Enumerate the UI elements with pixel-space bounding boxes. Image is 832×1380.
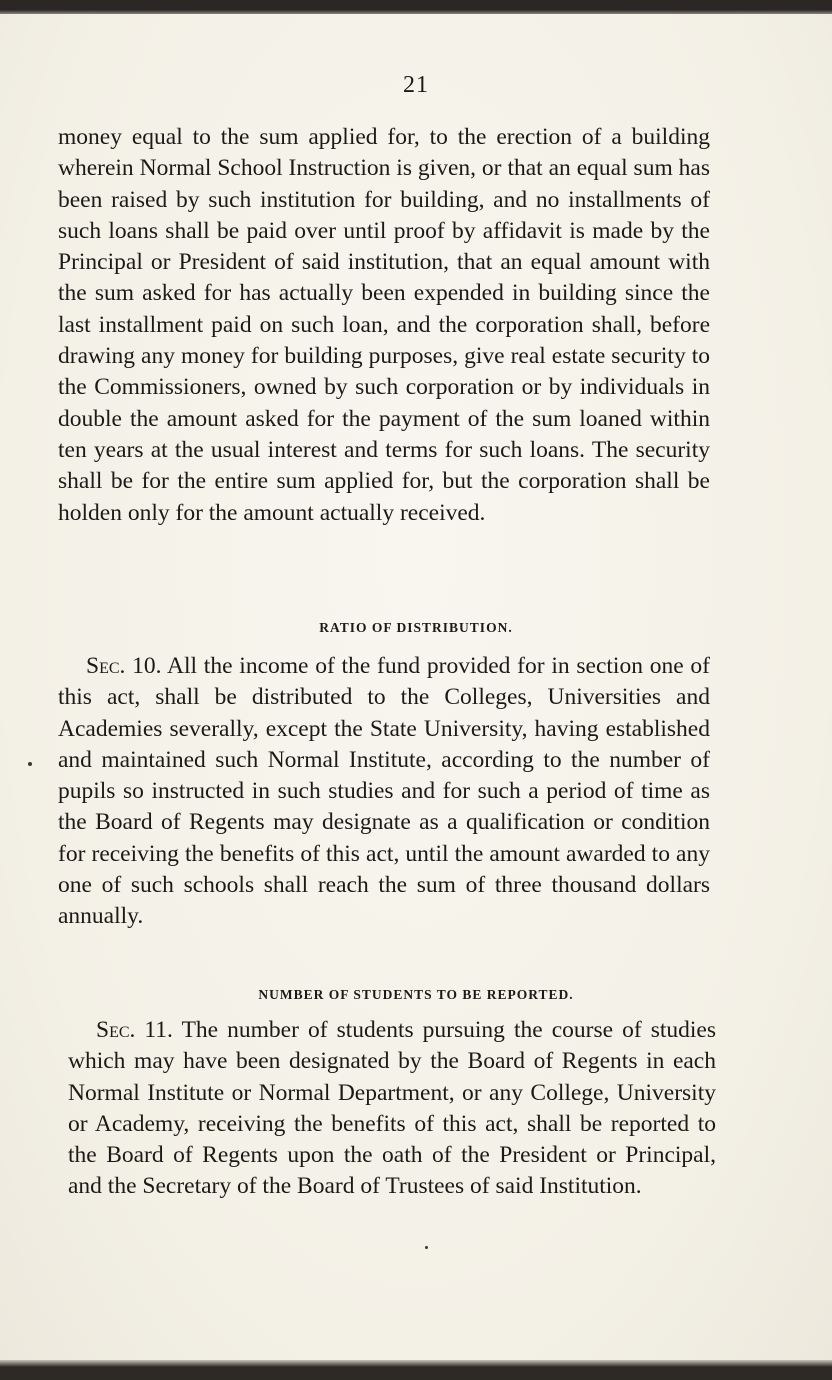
bottom-page-edge — [0, 1360, 832, 1380]
section-10-label: Sec. 10. — [86, 653, 162, 679]
page-number: 21 — [403, 72, 429, 98]
section-11-body: The number of students pursuing the course of studies which may have been designated by the Board of Regents in each Normal Institute or Normal Department, or any College, University or Academy, receiving the benefits of this act, shall be reported to the Board of Regents upon the oath of the President or Principal, and the Secretary of the Board of Trustees of said Institution. — [68, 1017, 716, 1200]
section-heading-ratio-of-distribution: RATIO OF DISTRIBUTION. — [319, 620, 513, 635]
paragraph-continuation — [58, 122, 710, 529]
section-10 — [58, 651, 710, 933]
section-heading-number-of-students: NUMBER OF STUDENTS TO BE REPORTED. — [258, 987, 574, 1002]
ink-speck — [28, 762, 32, 766]
section-11-label: Sec. 11. — [96, 1017, 173, 1043]
ink-speck — [425, 1246, 428, 1249]
top-page-edge — [0, 0, 832, 14]
paragraph-text: money equal to the sum applied for, to the erection of a building wherein Normal School Instruction is given, or that an equal sum has been raised by such institution for building, and no installments of such loans shall be paid over until proof by affidavit is made by the Principal or President of said institution, that an equal amount with the sum asked for has actually been expended in building since the last installment paid on such loan, and the corporation shall, before drawing any money for building purposes, give real estate security to the Commissioners, owned by such corporation or by individuals in double the amount asked for the payment of the sum loaned within ten years at the usual interest and terms for such loans. The security shall be for the entire sum applied for, but the corporation shall be holden only for the amount actually received. — [58, 124, 710, 526]
section-11 — [68, 1015, 716, 1203]
section-11-paragraph — [68, 1015, 716, 1203]
section-10-paragraph — [58, 651, 710, 933]
section-10-body: All the income of the fund provided for in section one of this act, shall be distributed to the Colleges, Universities and Academies severally, except the State University, having established and maintained such Normal Institute, according to the number of pupils so instructed in such studies and for such a period of time as the Board of Regents may designate as a qualification or condition for receiving the benefits of this act, until the amount awarded to any one of such schools shall reach the sum of three thousand dollars annually. — [58, 653, 710, 930]
